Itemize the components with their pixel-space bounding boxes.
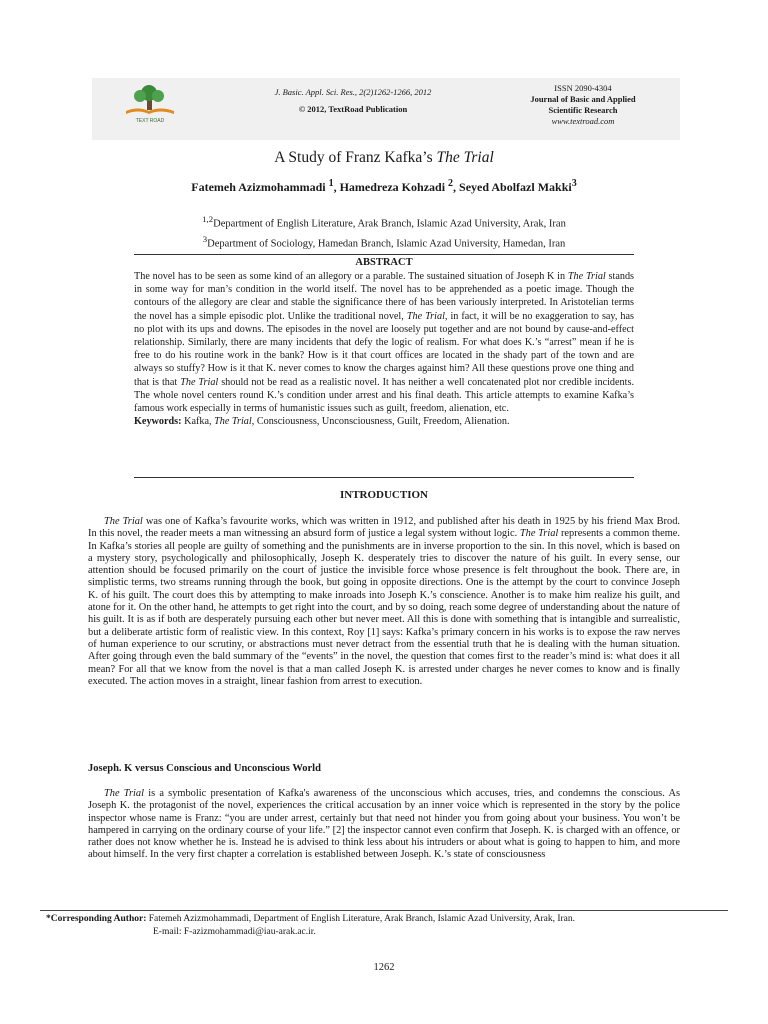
author-2: , Hamedreza Kohzadi xyxy=(333,180,449,194)
affiliation-2-sup: 3 xyxy=(202,233,208,244)
abstract-section xyxy=(134,254,634,478)
copyright: © 2012, TextRoad Publication xyxy=(298,104,408,114)
affiliation-1-sup: 1,2 xyxy=(202,214,214,224)
corresponding-author-footnote xyxy=(46,913,726,939)
author-3-sup: 3 xyxy=(571,178,577,189)
section-2-heading: Joseph. K versus Conscious and Unconscious World xyxy=(88,763,321,774)
abstract-italic: The Trial xyxy=(406,310,445,322)
author-1-sup: 1 xyxy=(328,178,334,189)
abstract-italic: The Trial xyxy=(567,271,606,282)
affiliation-1 xyxy=(0,212,768,232)
abstract-text: should not be read as a realistic novel. It has neither a well concatenated plot nor credible incidents. The whole novel centers round K.’s condition under arrest and his final death. This article attempts to examine Kafka’s famous work especially in terms of humanistic issues such as guilt, freedom, alienation, etc. xyxy=(134,376,634,415)
keywords-label: Keywords: xyxy=(134,416,182,428)
footnote-label: *Corresponding Author: xyxy=(46,914,147,924)
abstract-text: stands in some way for man’s condition in the world itself. The novel has to be apprehended as a poetic image. Though the contours of the allegory are clear and stable the significance there of has been variously interpreted. In Aristotelian terms the novel has a simple episodic plot. Unlike the traditional novel, xyxy=(134,271,635,322)
footnote-email: E-mail: F-azizmohammadi@iau-arak.ac.ir. xyxy=(153,927,316,937)
keywords xyxy=(134,415,634,428)
citation: J. Basic. Appl. Sci. Res., 2(2)1262-1266, 2012 xyxy=(274,87,432,97)
abstract-text: , in fact, it will be no exaggeration to say, has no plot with its ups and downs. The episodes in the novel are loosely put together and are not bound by cause-and-effect relationship. Similarly, there are many incidents that defy the logic of realism. For what does K.’s “arrest” mean if he is free to do his routine work in the bank? How is it that court offices are located in the shady part of the town and are always so stuffy? How is it that K. never comes to know the charges against him? All these questions prove one thing and that is that xyxy=(134,310,634,388)
textroad-logo xyxy=(118,84,182,124)
abstract-text: The novel has to be seen as some kind of an allegory or a parable. The sustained situation of Joseph K in xyxy=(134,271,568,282)
affiliation-2-text: Department of Sociology, Hamedan Branch, Islamic Azad University, Hamedan, Iran xyxy=(207,238,566,249)
footnote-text: Fatemeh Azizmohammadi, Department of English Literature, Arak Branch, Islamic Azad University, Arak, Iran. xyxy=(146,914,575,924)
header-journal-block xyxy=(508,83,658,127)
journal-name-line1: Journal of Basic and Applied xyxy=(530,94,636,104)
svg-text:TEXT ROAD: TEXT ROAD xyxy=(135,118,165,124)
abstract-heading: ABSTRACT xyxy=(355,257,413,268)
keywords-italic: The Trial xyxy=(214,416,252,428)
affiliation-2 xyxy=(0,232,768,252)
footnote-divider xyxy=(40,910,728,911)
section-2-text: is a symbolic presentation of Kafka's awareness of the unconscious which accuses, tries, and condemns the conscious. As Joseph K. the protagonist of the novel, experiences the critical accusation by an inner voice which is represented in the story by the police inspector whose name is Franz: “you are under arrest, certainly but that need not hinder you from going about your business. You won’t be hampered in carrying on the ordinary course of your life.” [2] the inspector cannot even confirm that Joseph. K. is charged with an offence, or rather does not know whether he is. Instead he is advised to think less about his intruders or about what is going to happen to him, and more about himself. In the very first chapter a correlation is established between Joseph. K.’s state of consciousness xyxy=(88,788,680,861)
abstract-italic: The Trial xyxy=(180,376,219,388)
title-italic: The Trial xyxy=(436,149,494,166)
introduction-paragraph xyxy=(88,516,680,688)
tree-book-logo-icon xyxy=(118,84,182,124)
abstract-body xyxy=(134,270,634,415)
header-citation-block xyxy=(248,84,458,118)
affiliation-1-text: Department of English Literature, Arak Branch, Islamic Azad University, Arak, Iran xyxy=(213,218,566,230)
page-number: 1262 xyxy=(373,962,395,973)
affiliations xyxy=(0,212,768,251)
author-2-sup: 2 xyxy=(448,178,454,189)
keywords-text: Kafka, xyxy=(181,416,215,428)
author-1: Fatemeh Azizmohammadi xyxy=(191,180,329,194)
intro-italic: The Trial xyxy=(104,516,143,527)
section-2-paragraph xyxy=(88,788,680,862)
journal-name-line2: Scientific Research xyxy=(548,105,618,115)
issn: ISSN 2090-4304 xyxy=(554,83,612,93)
keywords-text: , Consciousness, Unconsciousness, Guilt, Freedom, Alienation. xyxy=(251,416,510,428)
journal-website: www.textroad.com xyxy=(551,116,615,126)
author-3: , Seyed Abolfazl Makki xyxy=(453,180,572,194)
section-2-italic: The Trial xyxy=(104,788,145,799)
intro-text: was one of Kafka’s favourite works, which was written in 1912, and published after his death in 1925 by his friend Max Brod. In this novel, the reader meets a man witnessing an absurd form of justice a legal system without logic. xyxy=(88,516,680,540)
title-text: A Study of Franz Kafka’s xyxy=(274,149,437,166)
introduction-heading: INTRODUCTION xyxy=(339,489,428,501)
paper-title xyxy=(0,149,768,167)
author-list xyxy=(0,178,768,195)
intro-text: represents a common theme. In Kafka’s stories all people are guilty of something and the punishments are in inverse proportion to the sin. In this novel, which is based on a mystery story, psychologically and philosophically, Joseph K. desperately tries to discover the nature of his guilt. In every sense, our attention should be focused primarily on the court of justice the invisible force whose presence is felt throughout the book. There are, in simplistic terms, two streams running through the book, but going in opposite directions. One is the attempt by the court to convince Joseph K. of his guilt. The court does this by attempting to make inroads into Joseph K.’s conscience. Another is to make him realize his guilt, and atone for it. On the other hand, he attempts to get right into the court, and by so doing, reach some degree of understanding about the nature of his guilt. It is as if both are desperately pursuing each other but never meet. All this is done with something that is intangible and surrealistic, but a deliberate artistic form of realistic view. In this context, Roy [1] says: Kafka’s primary concern in his works is to expose the raw nerves of human experience to our scrutiny, or abstractions must never detract from the essential truth that he is dealing with the human situation. After going through even the bald summary of the “events” in the novel, the question that comes first to the reader’s mind is: what does it all mean? For all that we know from the novel is that a man called Joseph K. is arrested under charges he never comes to know and is finally executed. The action moves in a straight, linear fashion from arrest to execution. xyxy=(88,528,680,687)
intro-italic: The Trial xyxy=(519,528,559,540)
